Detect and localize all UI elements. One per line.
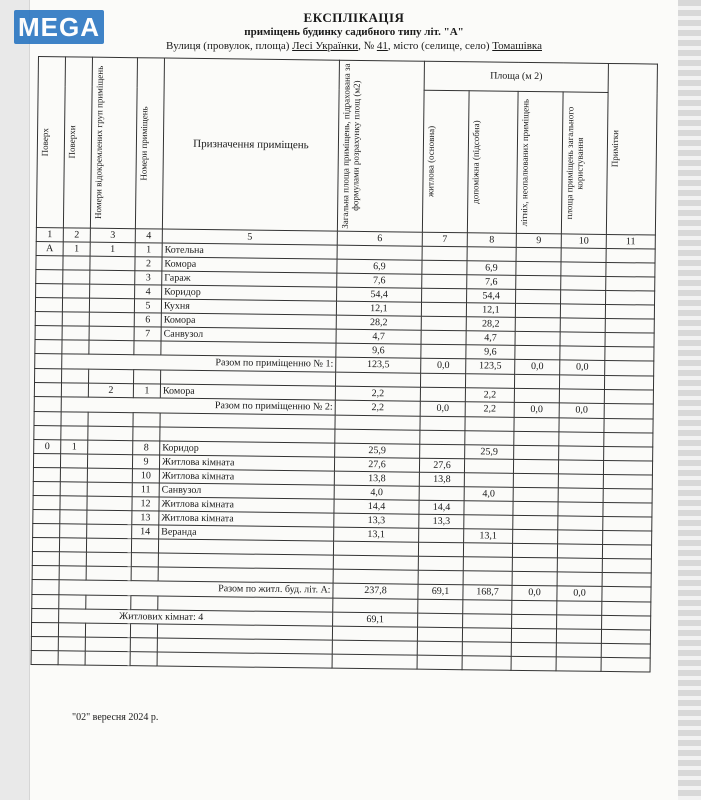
table-row: 3 Гараж 7,6 7,6	[36, 269, 655, 291]
doc-title: ЕКСПЛІКАЦІЯ	[303, 10, 405, 25]
column-number: 10	[561, 234, 606, 249]
table-row: 6 Комора 28,2 28,2	[35, 311, 654, 333]
living-rooms-row: Житлових кімнат: 4 69,1	[32, 608, 651, 630]
table-row: 4 Коридор 54,4 54,4	[36, 283, 655, 305]
sum1-row: Разом по приміщенню № 1: 123,5 0,0 123,5 0,0 0,0	[35, 353, 654, 376]
column-number: 2	[63, 228, 90, 242]
column-number: 5	[162, 229, 337, 245]
group2-row: 2 1 Комора 2,2 2,2	[34, 382, 653, 404]
column-number: 9	[516, 233, 561, 248]
table-row: 14 Веранда 13,1 13,1	[33, 523, 652, 545]
table-row: 9 Житлова кімната 27,6 27,6	[33, 453, 652, 475]
column-number: 7	[422, 232, 467, 247]
table-row: 9,6 9,6	[35, 339, 654, 361]
table-row: А 1 1 1 Котельна	[36, 241, 655, 263]
sumA-row: Разом по житл. буд. літ. А: 237,8 69,1 168,7 0,0 0,0	[32, 579, 651, 602]
page-edge	[678, 0, 701, 800]
table-row: 0 1 8 Коридор 25,9 25,9	[34, 439, 653, 461]
table-row: 7 Санвузол 4,7 4,7	[35, 325, 654, 347]
column-number: 6	[337, 231, 422, 246]
table-row: 2 Комора 6,9 6,9	[36, 255, 655, 277]
table-row: 5 Кухня 12,1 12,1	[35, 297, 654, 319]
mega-watermark-logo: MEGA	[14, 10, 104, 44]
sum2-row: Разом по приміщенню № 2: 2,2 0,0 2,2 0,0 0,0	[34, 396, 653, 419]
table-row: 11 Санвузол 4,0 4,0	[33, 481, 652, 503]
column-number: 11	[606, 234, 655, 249]
column-number: 8	[467, 233, 516, 248]
column-number: 4	[135, 229, 162, 243]
column-number: 1	[36, 227, 63, 241]
document-page	[30, 0, 678, 800]
group1-rows	[35, 241, 655, 361]
doc-subtitle: приміщень будинку садибного типу літ. "А"	[244, 26, 464, 38]
column-number: 3	[90, 228, 135, 243]
table-row: 13 Житлова кімната 13,3 13,3	[33, 509, 652, 531]
group3-rows	[33, 439, 653, 545]
table-row: 12 Житлова кімната 14,4 14,4	[33, 495, 652, 517]
explication-table: Поверх Поверхи Номери відокремлених груп приміщень Номери приміщень Призначення приміщень Загальна площа приміщень, підрахована за формулами розрахунку площ (м2) Площа (м 2) Примітки житлова (основна) допоміжна (підсобна) літніх, неопалюваних приміщень площа приміщень загального користування 1 2 3 4 5 6 7 8 9 10 11 А 1 1 1 Котельна 2 Комора 6,9 6,9 3 Гараж 7,6 7,6 4 Коридор 54,4 54,4 5 Кухня 12,1 12,1 6 Комора 28,2 28,2 7 Санвузол 4,7 4,7 9,6 9,6 Разом по приміщенню № 1: 123,5 0,0 123,5 0,0 0,0 2 1 Комора 2,2 2,2 Разом по приміщенню № 2: 2,2 0,0 2,2 0,0 0,0 0 1 8 Коридор 25,9 25,9 9 Житлова кімната 27,6 27,6 10 Житлова кімната 13,8 13,8 11 Санвузол 4,0 4,0 12 Житлова кімната 14,4 14,4 13 Житлова кімната 13,3 13,3 14 Веранда 13,1 13,1 Разом по житл. буд. літ. А: 237,8 69,1 168,7 0,0 0,0 Житлових кімнат: 4 69,1	[31, 56, 658, 673]
table-row: 10 Житлова кімната 13,8 13,8	[33, 467, 652, 489]
doc-address: Вулиця (провулок, площа) Лесі Українки, № 41, місто (селище, село) Томашівка	[166, 40, 542, 52]
date-footer: "02" вересня 2024 р.	[72, 712, 159, 723]
